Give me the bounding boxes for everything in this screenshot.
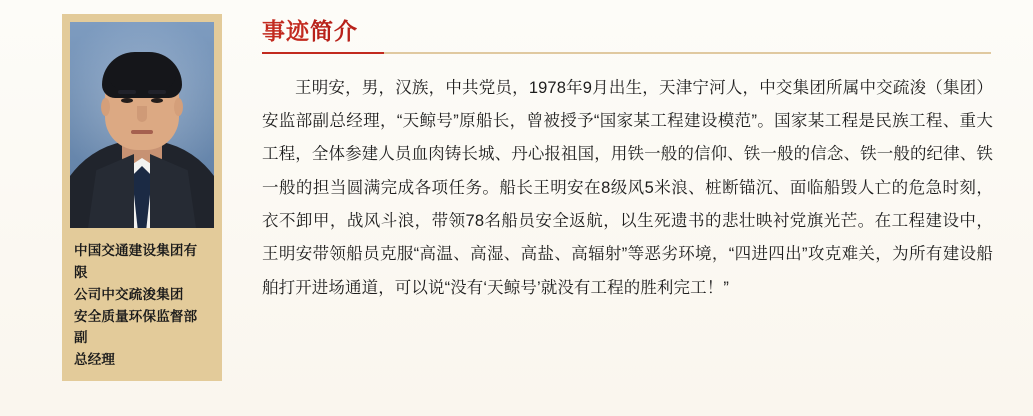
portrait-photo xyxy=(70,22,214,228)
heading-part-1: 事迹 xyxy=(262,18,310,44)
eye-right xyxy=(151,98,163,103)
heading-divider xyxy=(262,52,991,54)
profile-column xyxy=(0,0,222,416)
profile-caption-line: 公司中交疏浚集团 xyxy=(74,286,184,302)
profile-caption-line: 中国交通建设集团有限 xyxy=(74,243,198,280)
ear-right xyxy=(174,98,183,116)
article-body: 王明安，男，汉族，中共党员，1978年9月出生，天津宁河人，中交集团所属中交疏浚（集团）安监部副总经理，“天鲸号”原船长，曾被授予“国家某工程建设模范”。国家某工程是民族工程、重大工程，全体参建人员血肉铸长城、丹心报祖国，用铁一般的信仰、铁一般的信念、铁一般的纪律、铁一般的担当圆满完成各项任务。船长王明安在8级风5米浪、桩断锚沉、面临船毁人亡的危急时刻，衣不卸甲，战风斗浪，带领78名船员安全返航，以生死遗书的悲壮映衬党旗光芒。在工程建设中，王明安带领船员克服“高温、高湿、高盐、高辐射”等恶劣环境，“四进四出”攻克难关，为所有建设船舶打开进场通道，可以说“没有‘天鲸号’就没有工程的胜利完工！” xyxy=(262,78,993,297)
profile-caption xyxy=(70,240,214,371)
page-title xyxy=(262,18,358,46)
ear-left xyxy=(101,98,110,116)
eyebrow-right xyxy=(148,90,166,94)
profile-caption-line: 安全质量环保监督部副 xyxy=(74,308,198,346)
section-heading xyxy=(262,18,993,54)
article-column xyxy=(222,0,1033,416)
heading-part-2: 简介 xyxy=(310,18,358,44)
eye-left xyxy=(121,98,133,103)
nose xyxy=(137,106,147,122)
profile-caption-line: 总经理 xyxy=(74,352,116,368)
eyebrow-left xyxy=(118,90,136,94)
profile-card xyxy=(62,14,222,381)
mouth xyxy=(131,130,153,134)
hair xyxy=(102,52,182,98)
